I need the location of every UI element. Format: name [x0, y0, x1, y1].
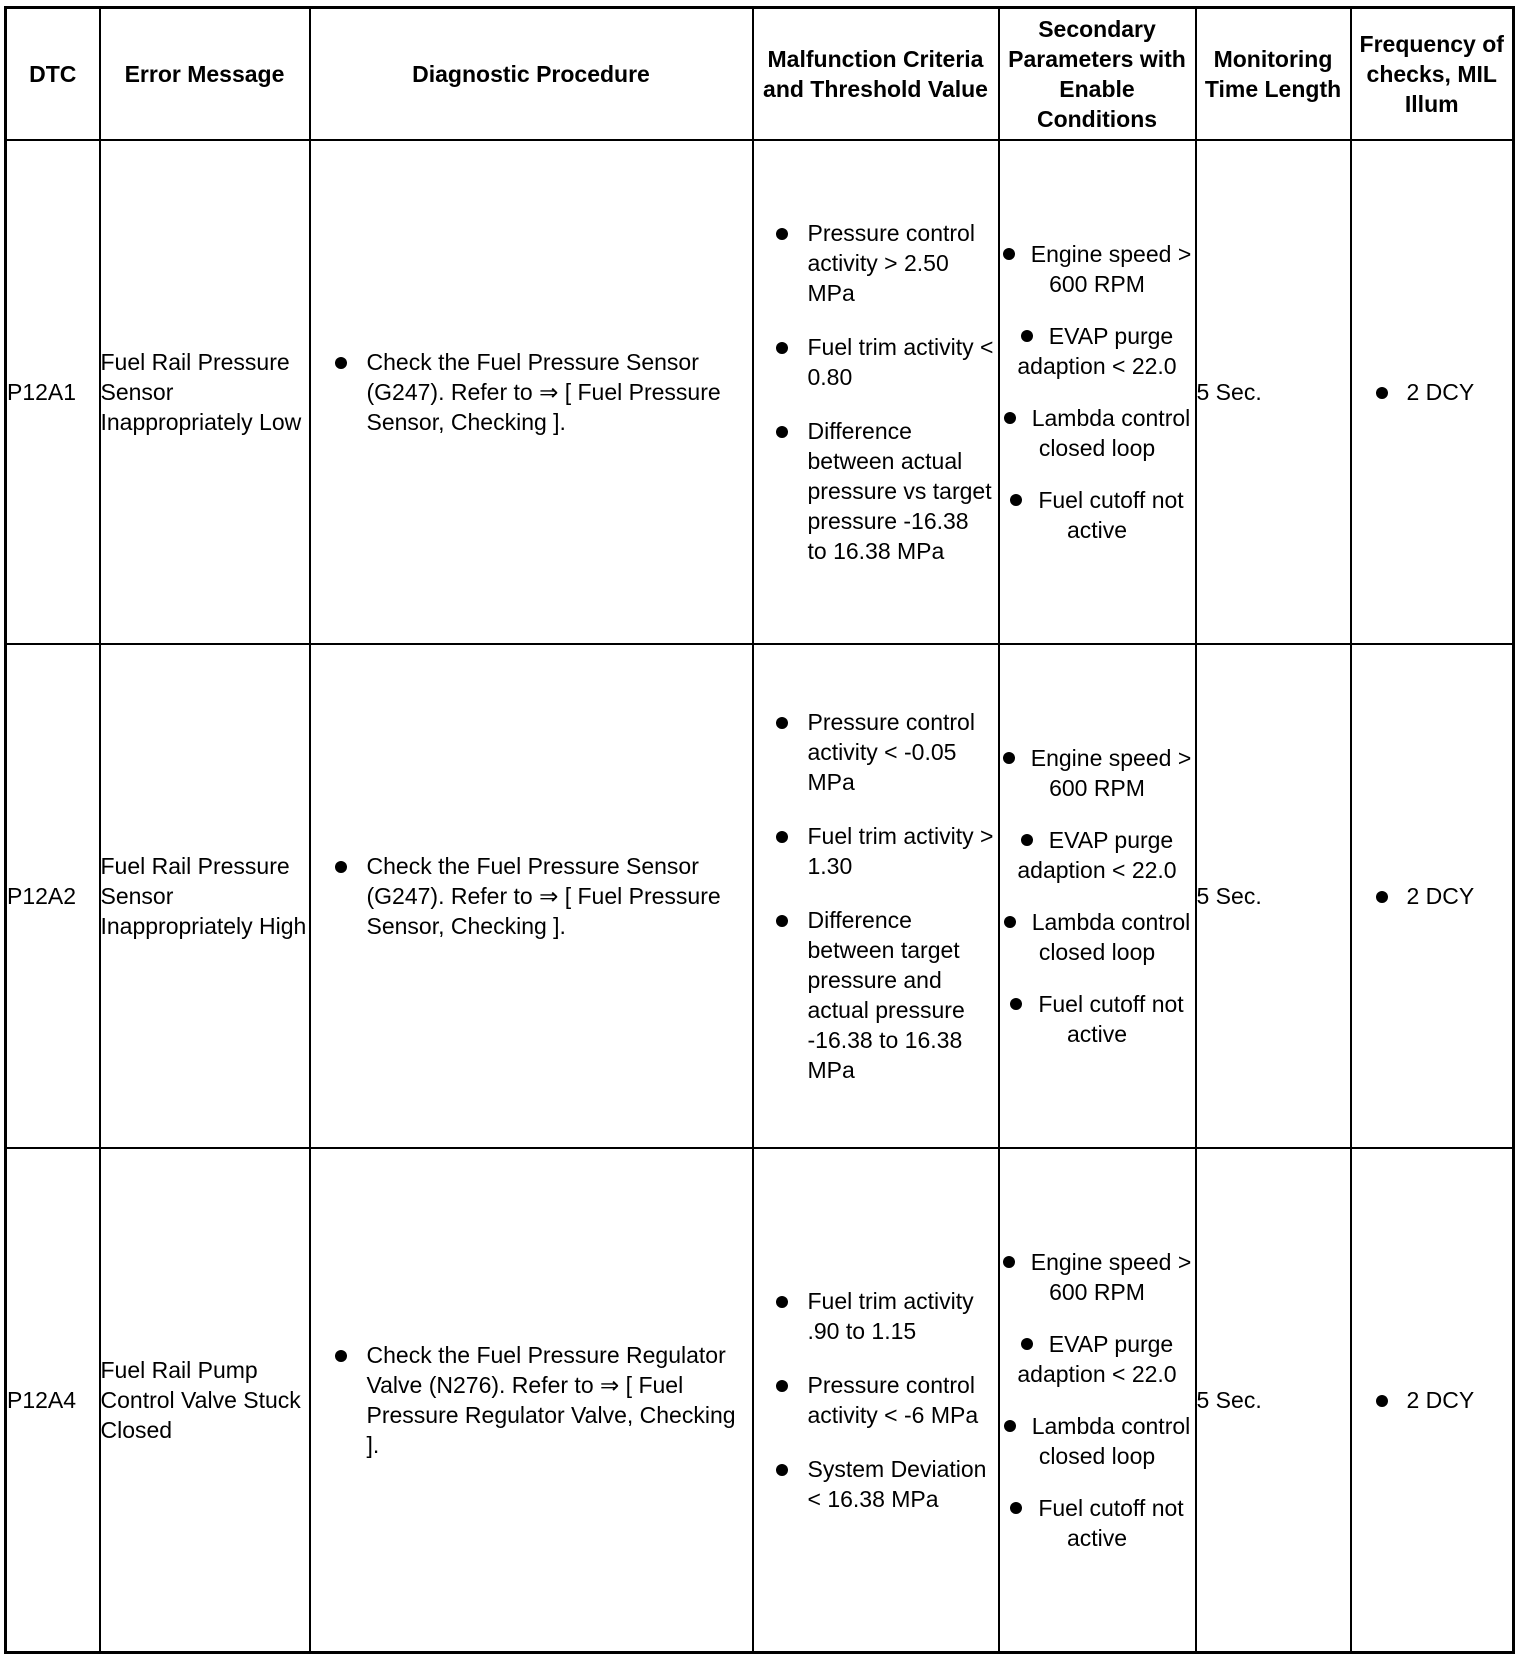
secondary-text: EVAP purge adaption < 22.0 [1017, 323, 1177, 379]
header-error-message: Error Message [100, 8, 310, 141]
secondary-text: Lambda control closed loop [1031, 405, 1191, 461]
secondary-item [1002, 989, 1193, 1049]
bullet-icon [1004, 412, 1016, 424]
secondary-item [1002, 403, 1193, 463]
frequency-item: 2 DCY [1407, 377, 1513, 407]
header-diagnostic-procedure: Diagnostic Procedure [310, 8, 753, 141]
malfunction-criteria [753, 140, 999, 644]
bullet-icon [1010, 494, 1022, 506]
bullet-icon [1004, 916, 1016, 928]
secondary-text: Engine speed > 600 RPM [1030, 241, 1192, 297]
secondary-text: Fuel cutoff not active [1038, 1495, 1184, 1551]
criteria-item: Pressure control activity > 2.50 MPa [808, 218, 994, 308]
bullet-icon [1004, 1420, 1016, 1432]
diagnostic-procedure [310, 644, 753, 1148]
header-monitoring-time: Monitoring Time Length [1196, 8, 1351, 141]
header-row [6, 8, 1514, 141]
secondary-text: Lambda control closed loop [1031, 909, 1191, 965]
secondary-text: Fuel cutoff not active [1038, 487, 1184, 543]
secondary-text: Lambda control closed loop [1031, 1413, 1191, 1469]
error-message: Fuel Rail Pump Control Valve Stuck Closed [100, 1148, 310, 1653]
header-frequency: Frequency of checks, MIL Illum [1351, 8, 1514, 141]
frequency [1351, 1148, 1514, 1653]
secondary-item [1002, 485, 1193, 545]
criteria-item: Fuel trim activity .90 to 1.15 [808, 1286, 994, 1346]
secondary-text: Fuel cutoff not active [1038, 991, 1184, 1047]
bullet-icon [1003, 248, 1015, 260]
bullet-icon [1010, 1502, 1022, 1514]
secondary-text: Engine speed > 600 RPM [1030, 1249, 1192, 1305]
bullet-icon [1003, 752, 1015, 764]
table-row [6, 1148, 1514, 1653]
frequency [1351, 140, 1514, 644]
frequency [1351, 644, 1514, 1148]
table-row [6, 140, 1514, 644]
criteria-item: System Deviation < 16.38 MPa [808, 1454, 994, 1514]
malfunction-criteria [753, 1148, 999, 1653]
procedure-item: Check the Fuel Pressure Sensor (G247). Refer to ⇒ [ Fuel Pressure Sensor, Checking ]. [367, 347, 746, 437]
diagnostic-procedure [310, 140, 753, 644]
frequency-item: 2 DCY [1407, 881, 1513, 911]
error-message: Fuel Rail Pressure Sensor Inappropriately Low [100, 140, 310, 644]
header-malfunction-criteria: Malfunction Criteria and Threshold Value [753, 8, 999, 141]
dtc-table [4, 6, 1515, 1654]
criteria-item: Fuel trim activity > 1.30 [807, 823, 994, 879]
secondary-item [1002, 1329, 1193, 1389]
bullet-icon [1003, 1256, 1015, 1268]
diagnostic-procedure [310, 1148, 753, 1653]
criteria-item: Pressure control activity < -6 MPa [808, 1370, 994, 1430]
secondary-parameters [999, 1148, 1196, 1653]
monitoring-time: 5 Sec. [1196, 1148, 1351, 1653]
malfunction-criteria [753, 644, 999, 1148]
secondary-item [1002, 321, 1193, 381]
monitoring-time: 5 Sec. [1196, 140, 1351, 644]
secondary-parameters [999, 140, 1196, 644]
secondary-item [1002, 825, 1193, 885]
secondary-text: EVAP purge adaption < 22.0 [1017, 1331, 1177, 1387]
error-message: Fuel Rail Pressure Sensor Inappropriately High [100, 644, 310, 1148]
secondary-text: EVAP purge adaption < 22.0 [1017, 827, 1177, 883]
secondary-item [1002, 1411, 1193, 1471]
secondary-text: Engine speed > 600 RPM [1030, 745, 1192, 801]
dtc-code: P12A2 [6, 644, 100, 1148]
criteria-item: Pressure control activity < -0.05 MPa [808, 707, 994, 797]
criteria-item: Difference between target pressure and actual pressure -16.38 to 16.38 MPa [808, 905, 994, 1085]
secondary-item [1002, 1493, 1193, 1553]
dtc-table-frame [4, 6, 1512, 1648]
dtc-code: P12A1 [6, 140, 100, 644]
bullet-icon [1021, 330, 1033, 342]
secondary-item [1002, 239, 1193, 299]
frequency-item: 2 DCY [1407, 1385, 1513, 1415]
bullet-icon [1021, 834, 1033, 846]
criteria-item: Difference between actual pressure vs target pressure -16.38 to 16.38 MPa [807, 418, 992, 564]
bullet-icon [1021, 1338, 1033, 1350]
dtc-code: P12A4 [6, 1148, 100, 1653]
secondary-item [1002, 907, 1193, 967]
monitoring-time: 5 Sec. [1196, 644, 1351, 1148]
bullet-icon [1010, 998, 1022, 1010]
criteria-item: Fuel trim activity < 0.80 [807, 334, 994, 390]
secondary-item [1002, 1247, 1193, 1307]
procedure-item: Check the Fuel Pressure Sensor (G247). Refer to ⇒ [ Fuel Pressure Sensor, Checking ]. [367, 851, 746, 941]
secondary-item [1002, 743, 1193, 803]
header-secondary-parameters: Secondary Parameters with Enable Conditions [999, 8, 1196, 141]
header-dtc: DTC [6, 8, 100, 141]
table-row [6, 644, 1514, 1148]
procedure-item: Check the Fuel Pressure Regulator Valve (N276). Refer to ⇒ [ Fuel Pressure Regulator Valve, Checking ]. [367, 1340, 746, 1460]
secondary-parameters [999, 644, 1196, 1148]
